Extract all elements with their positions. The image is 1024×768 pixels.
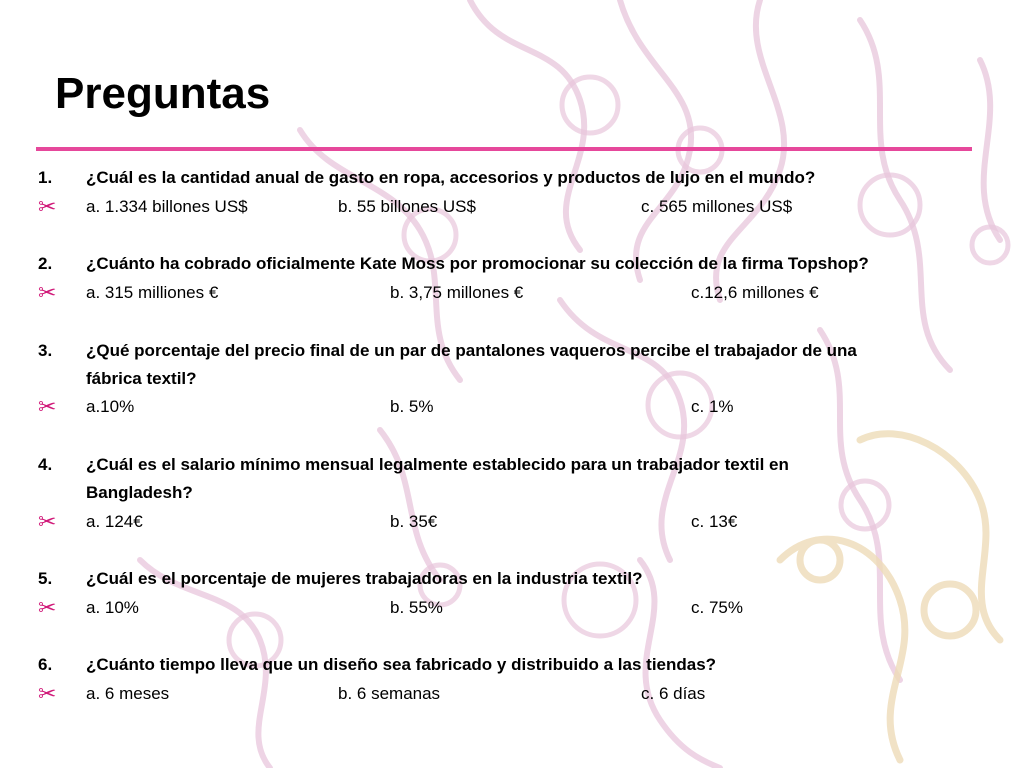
- option-b: b. 5%: [390, 397, 434, 416]
- question-text-line-2: Bangladesh?: [86, 483, 193, 502]
- option-b: b. 3,75 millones €: [390, 283, 524, 302]
- option-a: a. 1.334 billones US$: [86, 197, 248, 216]
- slide-title: Preguntas: [55, 69, 271, 118]
- title-divider: [36, 147, 972, 151]
- question-text: ¿Cuánto ha cobrado oficialmente Kate Moss por promocionar su colección de la firma Topshop?: [86, 254, 869, 273]
- option-a: a. 6 meses: [86, 684, 170, 703]
- option-c: c. 75%: [691, 598, 743, 617]
- question-text: ¿Qué porcentaje del precio final de un par de pantalones vaqueros percibe el trabajador de una: [86, 341, 857, 360]
- question-number: 1.: [38, 168, 53, 187]
- option-a: a. 10%: [86, 598, 139, 617]
- option-a: a. 315 milliones €: [86, 283, 219, 302]
- option-c: c. 565 millones US$: [641, 197, 793, 216]
- option-c: c. 6 días: [641, 684, 706, 703]
- scissors-icon: ✂: [38, 194, 57, 219]
- question-number: 2.: [38, 254, 53, 273]
- option-c: c. 13€: [691, 512, 738, 531]
- scissors-icon: ✂: [38, 681, 57, 706]
- question-number: 5.: [38, 569, 53, 588]
- question-number: 4.: [38, 455, 53, 474]
- scissors-icon: ✂: [38, 394, 57, 419]
- option-b: b. 6 semanas: [338, 684, 441, 703]
- option-c: c.12,6 millones €: [691, 283, 819, 302]
- scissors-icon: ✂: [38, 280, 57, 305]
- scissors-icon: ✂: [38, 595, 57, 620]
- question-text: ¿Cuál es el salario mínimo mensual legalmente establecido para un trabajador textil en: [86, 455, 789, 474]
- question-text: ¿Cuál es el porcentaje de mujeres trabajadoras en la industria textil?: [86, 569, 643, 588]
- option-c: c. 1%: [691, 397, 734, 416]
- question-text: ¿Cuál es la cantidad anual de gasto en ropa, accesorios y productos de lujo en el mundo?: [86, 168, 816, 187]
- question-number: 6.: [38, 655, 53, 674]
- scissors-icon: ✂: [38, 509, 57, 534]
- option-b: b. 55 billones US$: [338, 197, 476, 216]
- question-number: 3.: [38, 341, 53, 360]
- option-a: a.10%: [86, 397, 135, 416]
- question-text: ¿Cuánto tiempo lleva que un diseño sea fabricado y distribuido a las tiendas?: [86, 655, 717, 674]
- option-b: b. 35€: [390, 512, 438, 531]
- option-b: b. 55%: [390, 598, 443, 617]
- question-text-line-2: fábrica textil?: [86, 369, 197, 388]
- option-a: a. 124€: [86, 512, 143, 531]
